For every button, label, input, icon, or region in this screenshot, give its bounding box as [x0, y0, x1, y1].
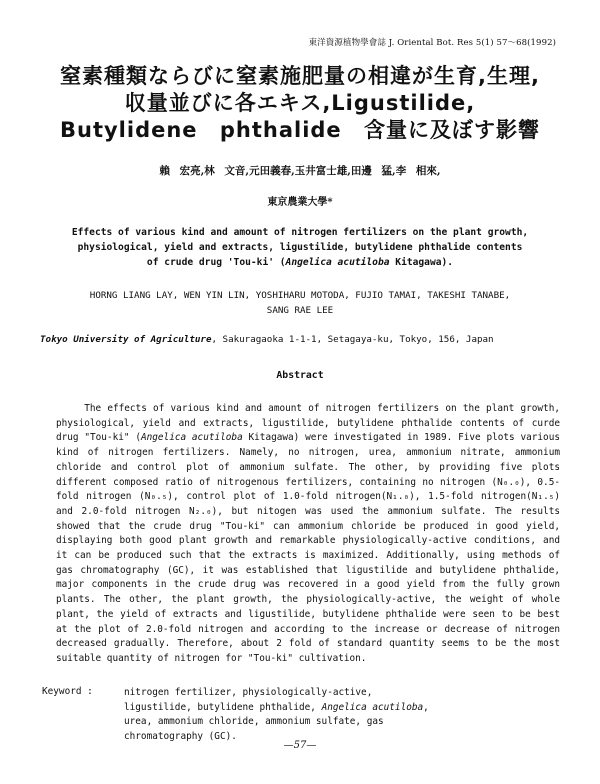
affiliation — [40, 334, 494, 345]
keyword-text-part-1: nitrogen fertilizer, physiologically-active, ligustilide, butylidene phthalide, — [124, 687, 373, 713]
english-authors-line-2: SANG RAE LEE — [266, 305, 334, 316]
affiliation-university: Tokyo University of Agriculture — [40, 334, 212, 345]
english-title-line-3-pre: of crude drug 'Tou-ki' ( — [146, 257, 286, 268]
japanese-authors: 賴 宏亮,林 文音,元田義春,玉井富士雄,田邊 猛,李 相來, — [159, 165, 441, 177]
japanese-institution: 東京農業大學* — [267, 197, 333, 208]
english-title-species: Angelica acutiloba — [285, 257, 390, 268]
affiliation-address: , Sakuragaoka 1-1-1, Setagaya-ku, Tokyo, 156, Japan — [211, 334, 494, 345]
abstract-species: Angelica acutiloba — [140, 432, 243, 444]
abstract-text-part-2: Kitagawa) were investigated in 1989. Five plots various kind of nitrogen fertilizers. Namely, no nitrogen, urea, ammonium nitrate, ammonium chloride and control plot of ammonium sulfate. The other, by providing five plots different composed ratio of nitrogenous fertilizers, containing no nitrogen (N₀.₀), 0.5-fold nitrogen (N₀.₅), control plot of 1.0-fold nitrogen(N₁.₀), 1.5-fold nitrogen(N₁.₅) and 2.0-fold nitrogen N₂.₀), but nitogen was used the ammonium sulfate. The results showed that the crude drug "Tou-ki" can ammonium chloride be produced in good yield, displaying both good plant growth and remarkable physiologically-active conditions, and it can be produced such that the extracts is maximized. Additionally, using methods of gas chromatography (GC), it was established that ligustilide and butylidene phthalide, major components in the crude drug was recovered in a good yield from the fully grown plants. The other, the plant growth, the physiologically-active, the weight of whole plant, the yield of extracts and ligustilide, butylidene phthalide were seen to be best at the plot of 2.0-fold nitrogen and according to the increase or decrease of nitrogen decreased gradually. Therefore, about 2 fold of standard quantity seems to be the most suitable quantity of nitrogen for "Tou-ki" cultivation. — [56, 432, 560, 664]
keyword-label: Keyword : — [42, 686, 93, 697]
keyword-text-part-2: , urea, ammonium chloride, ammonium sulfate, gas chromatography (GC). — [124, 701, 429, 743]
abstract-text-part-1: The effects of various kind and amount of nitrogen fertilizers on the plant growth, physiological, yield and extracts, ligustilide, butylidene phthalide contents of curde drug "Tou-ki" ( — [56, 403, 560, 444]
english-authors-line-1: HORNG LIANG LAY, WEN YIN LIN, YOSHIHARU MOTODA, FUJIO TAMAI, TAKESHI TANABE, — [89, 290, 511, 301]
english-title-line-2: physiological, yield and extracts, ligustilide, butylidene phthalide contents — [77, 242, 523, 253]
english-title-line-3-post: Kitagawa). — [389, 257, 454, 268]
keyword-species: Angelica acutiloba — [321, 701, 424, 713]
english-title-line-3 — [0, 255, 600, 270]
keyword-list — [124, 686, 444, 745]
japanese-title-line-3: Butylidene phthalide 含量に及ぼす影響 — [60, 118, 540, 142]
abstract-body — [56, 402, 560, 667]
journal-reference: 東洋資源植物學會誌 J. Oriental Bot. Res 5(1) 57～68(1992) — [308, 38, 556, 48]
japanese-title-line-1: 窒素種類ならびに窒素施肥量の相違が生育,生理, — [60, 64, 540, 88]
page-number: —57— — [283, 740, 317, 751]
abstract-heading: Abstract — [276, 370, 324, 381]
abstract-paragraph — [56, 402, 560, 667]
japanese-title-line-2: 収量並びに各エキス,Ligustilide, — [124, 91, 476, 115]
english-title-line-1: Effects of various kind and amount of nitrogen fertilizers on the plant growth, — [71, 227, 529, 238]
